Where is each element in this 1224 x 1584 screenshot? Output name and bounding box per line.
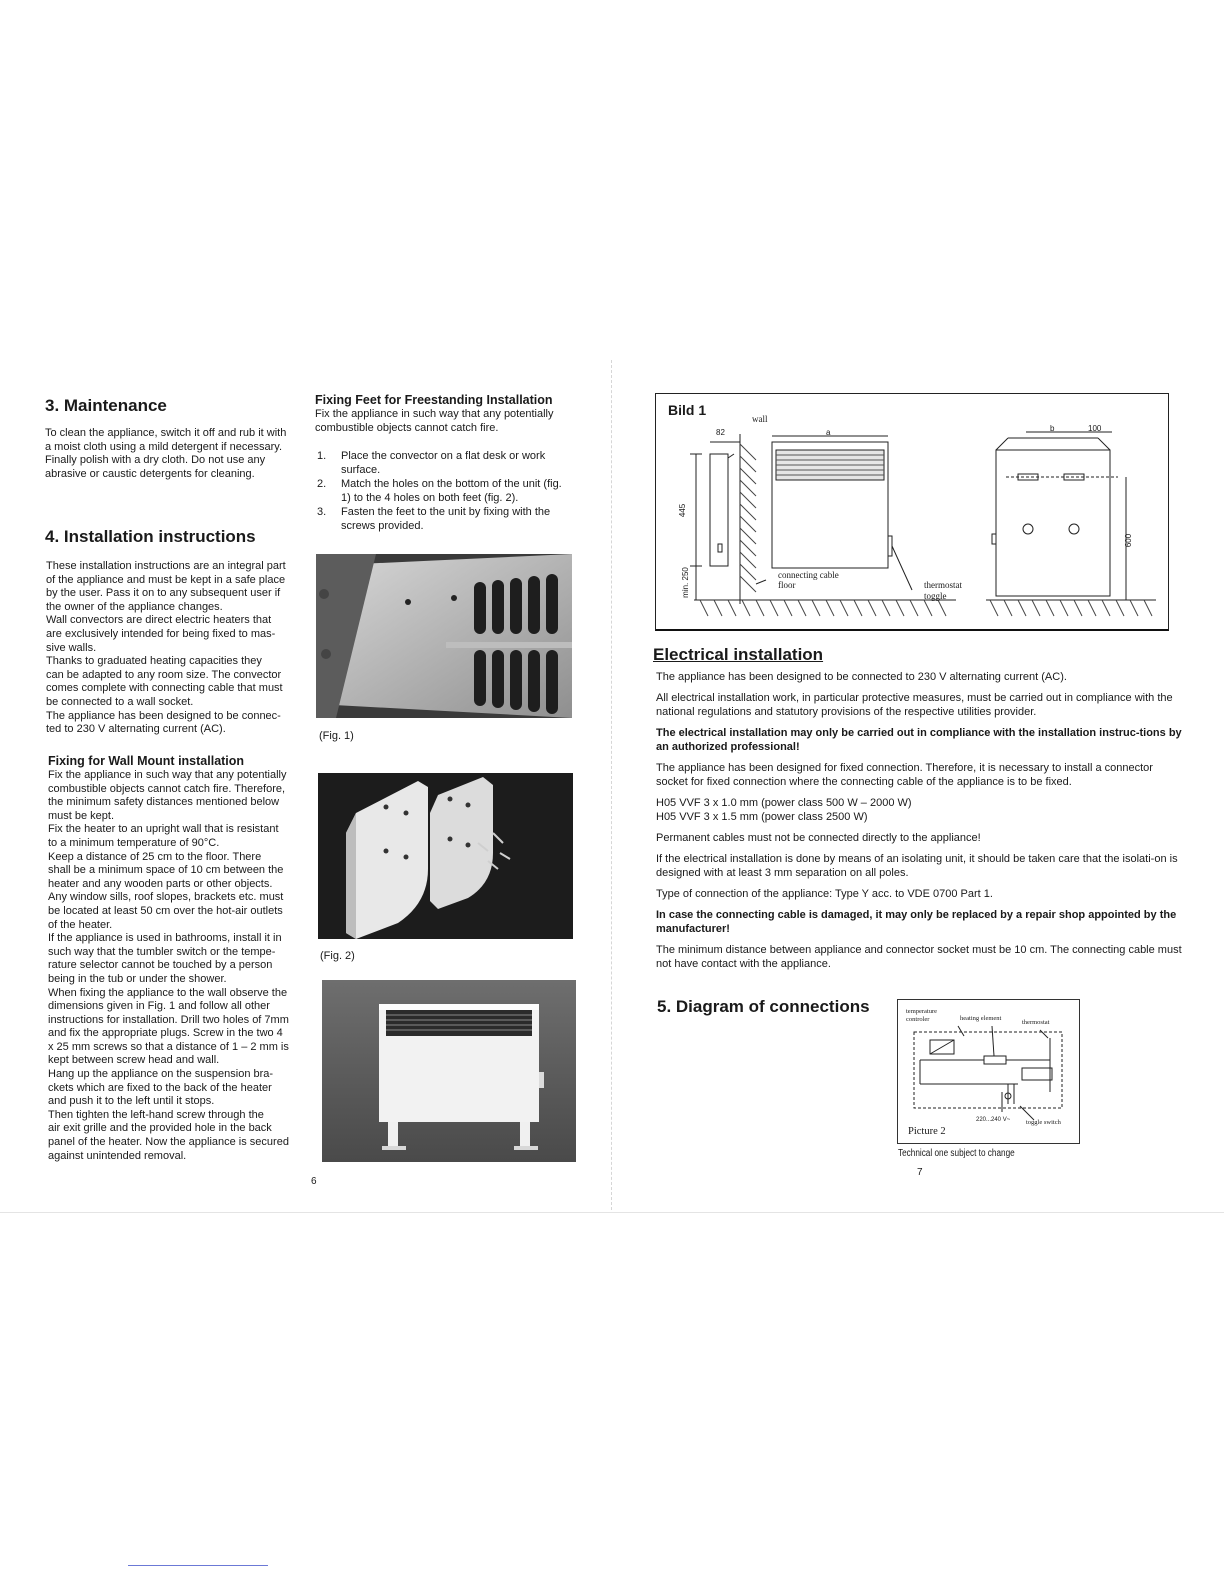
bild1-title: Bild 1 xyxy=(668,402,707,418)
technical-note: Technical one subject to change xyxy=(898,1148,1015,1159)
label-voltage: 220...240 V~ xyxy=(976,1117,1011,1123)
dim-b: b xyxy=(1050,424,1055,433)
wall-mount-text: Fix the appliance in such way that any potentially combustible objects cannot catch fire. Therefore, the minimum safety distances mentioned below must be kept. Fix the heater to an upright wall that is resistant to a minimum temperature of 90°C. Keep a distance of 25 cm to the floor. There shall be a minimum space of 10 cm between the heater and any wooden parts or other objects. Any window sills, roof slopes, brackets etc. must be located at least 50 cm over the hot-air outlets of the heater. If the appliance is used in bathrooms, install it in such way that the tumbler switch or the tempe- rature selector cannot be touched by a person being in the tub or under the shower. When fixing the appliance to the wall observe the dimensions given in Fig. 1 and follow all other instructions for installation. Drill two holes of 7mm and fix the appropriate plugs. Screw in the two 4 x 25 mm screws so that a distance of 1 – 2 mm is kept between screw head and wall. Hang up the appliance on the suspension bra- ckets which are fixed to the back of the heater and push it to the left until it stops. Then tighten the left-hand screw through the air exit grille and the provided hole in the back panel of the heater. Now the appliance is secured against unintended removal. xyxy=(48,769,289,1162)
scan-mark xyxy=(128,1565,268,1566)
dim-min250: min. 250 xyxy=(680,567,690,598)
installation-heading: 4. Installation instructions xyxy=(45,527,256,546)
label-temperature-controler: temperature controler xyxy=(906,1008,938,1023)
electrical-p2: All electrical installation work, in particular protective measures, must be carried out in compliance with the national regulations and statutory provisions of the respective utilities provider. xyxy=(656,692,1173,718)
scan-edge xyxy=(0,1212,1224,1213)
label-heating-element: heating element xyxy=(960,1015,1002,1022)
bild1-figure xyxy=(655,393,1169,631)
picture2-caption: Picture 2 xyxy=(908,1126,946,1137)
unit-bottom-illustration xyxy=(316,554,572,718)
label-wall: wall xyxy=(752,414,768,424)
heater-photo xyxy=(322,980,576,1162)
fig2-photo xyxy=(318,773,573,939)
freestanding-steps xyxy=(315,450,570,535)
heater-illustration xyxy=(322,980,576,1162)
fig1-caption: (Fig. 1) xyxy=(319,730,354,742)
electrical-p6: Permanent cables must not be connected directly to the appliance! xyxy=(656,832,981,844)
maintenance-heading: 3. Maintenance xyxy=(45,396,167,415)
electrical-text xyxy=(656,670,1184,971)
page-number-right: 7 xyxy=(917,1167,923,1178)
page-fold xyxy=(611,360,612,1210)
step-2: 2. Match the holes on the bottom of the unit (fig. 1) to the 4 holes on both feet (fig. 2). xyxy=(317,478,562,504)
electrical-p7: If the electrical installation is done by means of an isolating unit, it should be taken care that the isolati-on is designed with at least 3 mm separation on all poles. xyxy=(656,853,1178,879)
dim-100: 100 xyxy=(1088,424,1102,433)
wiring-diagram xyxy=(897,999,1080,1144)
maintenance-text: To clean the appliance, switch it off and rub it with a moist cloth using a mild detergent if necessary. Finally polish with a dry cloth. Do not use any abrasive or caustic detergents for cleaning. xyxy=(45,427,287,480)
dim-82: 82 xyxy=(716,428,725,437)
fig2-caption: (Fig. 2) xyxy=(320,950,355,962)
installation-text: These installation instructions are an integral part of the appliance and must be kept in a safe place by the user. Pass it on to any subsequent user if the owner of the appliance changes. Wall convectors are direct electric heaters that are exclusively intended for being fixed to mas- sive walls. Thanks to graduated heating capacities they can be adapted to any room size. The convector comes complete with connecting cable that must be connected to a wall socket. The appliance has been designed to be connec- ted to 230 V alternating current (AC). xyxy=(46,560,286,736)
diagram-heading: 5. Diagram of connections xyxy=(657,997,870,1016)
dim-600: 600 xyxy=(1124,533,1134,548)
electrical-p10: The minimum distance between appliance and connector socket must be 10 cm. The connecting cable must not have contact with the appliance. xyxy=(656,944,1182,970)
electrical-p4: The appliance has been designed for fixed connection. Therefore, it is necessary to install a connector socket for fixed connection where the connecting cable of the appliance is to be fixed. xyxy=(656,762,1153,788)
dim-a: a xyxy=(826,428,831,437)
step-3: 3. Fasten the feet to the unit by fixing with the screws provided. xyxy=(317,506,551,532)
electrical-p5: H05 VVF 3 x 1.0 mm (power class 500 W – 2000 W) H05 VVF 3 x 1.5 mm (power class 2500 W) xyxy=(656,797,912,823)
electrical-p3: The electrical installation may only be carried out in compliance with the installation instruc-tions by an authorized professional! xyxy=(656,727,1182,753)
label-thermostat: thermostat xyxy=(1022,1019,1050,1026)
label-connecting-cable: connecting cable floor xyxy=(778,570,839,590)
dim-445: 445 xyxy=(678,503,688,518)
label-thermostat-toggle: thermostat toggle xyxy=(924,580,962,601)
electrical-heading: Electrical installation xyxy=(653,645,824,664)
electrical-p1: The appliance has been designed to be connected to 230 V alternating current (AC). xyxy=(656,671,1067,683)
electrical-p8: Type of connection of the appliance: Type Y acc. to VDE 0700 Part 1. xyxy=(656,888,993,900)
label-toggle-switch: toggle switch xyxy=(1026,1119,1061,1126)
electrical-p9: In case the connecting cable is damaged, it may only be replaced by a repair shop appointed by the manufacturer! xyxy=(656,909,1177,935)
wall-mount-heading: Fixing for Wall Mount installation xyxy=(48,754,245,768)
freestanding-intro: Fix the appliance in such way that any potentially combustible objects cannot catch fire. xyxy=(315,408,554,434)
fig1-photo xyxy=(316,554,572,718)
page-number-left: 6 xyxy=(311,1176,317,1187)
step-1: 1. Place the convector on a flat desk or work surface. xyxy=(317,450,546,476)
feet-illustration xyxy=(318,773,573,939)
freestanding-heading: Fixing Feet for Freestanding Installation xyxy=(315,393,553,407)
